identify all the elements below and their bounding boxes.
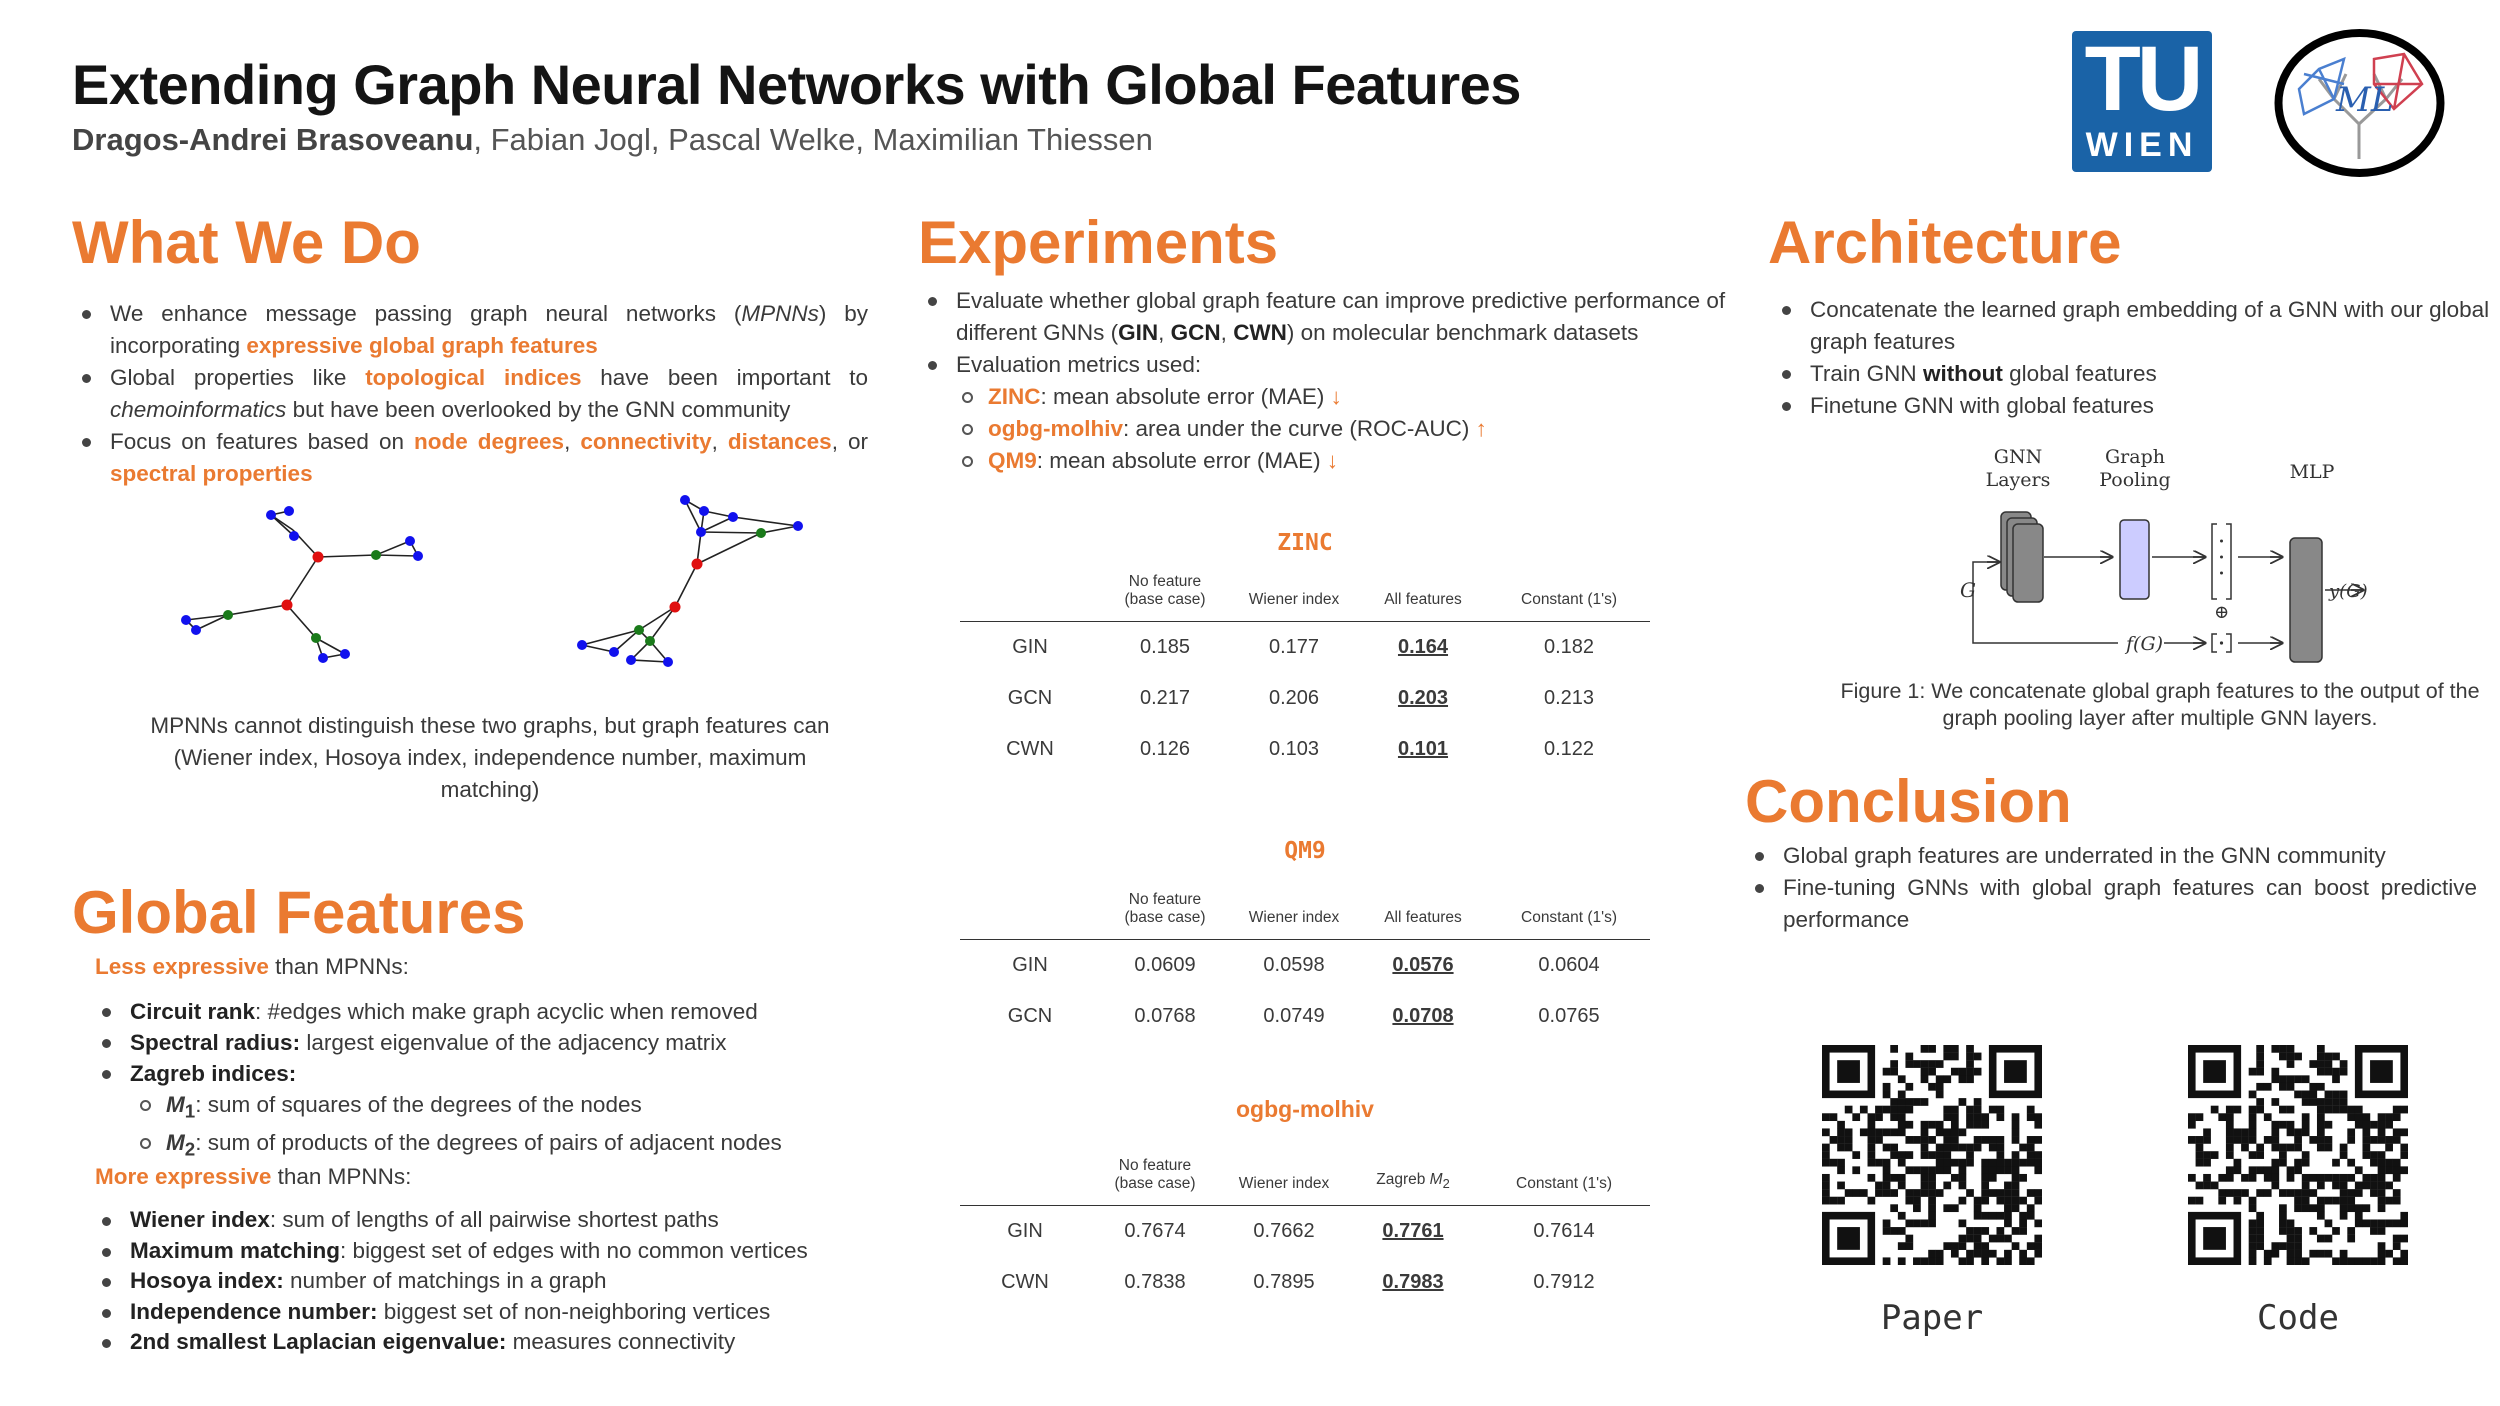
- graph-illustration-right: [546, 485, 816, 685]
- section-heading-global-features: Global Features: [72, 879, 526, 946]
- table-row: CWN 0.126 0.103 0.101 0.122: [1006, 737, 1595, 760]
- column-header: No feature (base case): [1100, 891, 1230, 940]
- architecture-diagram: [1910, 440, 2370, 670]
- column-header: Constant (1's): [1488, 573, 1650, 622]
- author-list: [72, 122, 1153, 158]
- graph-caption: MPNNs cannot distinguish these two graphs, but graph features can (Wiener index, Hosoya index, independence number, maximum matching): [150, 713, 830, 802]
- mlp-block: [2290, 538, 2322, 662]
- table-row: GCN 0.0768 0.0749 0.0708 0.0765: [1007, 1004, 1600, 1027]
- list-item: Maximum matching: biggest set of edges with no common vertices: [92, 1236, 872, 1267]
- graph-illustration-left: [170, 495, 440, 675]
- table-row: CWN 0.7838 0.7895 0.7983 0.7912: [1001, 1270, 1595, 1293]
- list-item: $M_2$: sum of products of the degrees of pairs of adjacent nodes: [128, 1127, 888, 1165]
- column-header: Wiener index: [1230, 573, 1358, 622]
- arrow-up-icon: ↑: [1475, 416, 1487, 441]
- list-item: Train GNN without global features: [1772, 358, 2492, 390]
- list-item: Wiener index: sum of lengths of all pairwise shortest paths: [92, 1205, 872, 1236]
- graph-pooling-label-2: Pooling: [2099, 469, 2171, 491]
- list-item: ogbg-molhiv: area under the curve (ROC-AUC) ↑: [950, 413, 1710, 445]
- list-item: Finetune GNN with global features: [1772, 390, 2492, 422]
- table-header-row: [960, 573, 1650, 622]
- list-item: Hosoya index: number of matchings in a graph: [92, 1266, 872, 1297]
- embedding-vector: [2212, 524, 2231, 599]
- list-item: Focus on features based on node degrees, connectivity, distances, or spectral properties: [72, 426, 868, 490]
- section-heading-architecture: Architecture: [1768, 209, 2122, 276]
- gnn-layers-label-2: Layers: [1985, 469, 2051, 491]
- list-item: 2nd smallest Laplacian eigenvalue: measures connectivity: [92, 1327, 872, 1358]
- list-item: Evaluation metrics used:: [918, 349, 1728, 381]
- graph-pooling-block: [2120, 520, 2149, 599]
- list-item: Zagreb indices:: [92, 1058, 872, 1089]
- zagreb-sublist: [128, 1089, 888, 1164]
- table-title-zinc: ZINC: [1277, 530, 1333, 556]
- section-heading-what-we-do: What We Do: [72, 209, 421, 276]
- poster-title: Extending Graph Neural Networks with Global Features: [72, 53, 1521, 116]
- less-expressive-list: [92, 996, 872, 1089]
- table-header-row: [960, 891, 1650, 940]
- list-item: ZINC: mean absolute error (MAE) ↓: [950, 381, 1710, 413]
- results-table-molhiv: [960, 1157, 1650, 1308]
- list-item: QM9: mean absolute error (MAE) ↓: [950, 445, 1710, 477]
- more-expressive-list: [92, 1205, 872, 1358]
- table-row: GIN 0.185 0.177 0.164 0.182: [1012, 635, 1595, 658]
- list-item: Evaluate whether global graph feature can improve predictive performance of different GNNs (GIN, GCN, CWN) on molecular benchmark datasets: [918, 285, 1728, 349]
- list-item: Global properties like topological indices have been important to chemoinformatics but have been overlooked by the GNN community: [72, 362, 868, 426]
- column-header: Constant (1's): [1488, 891, 1650, 940]
- table-title-qm9: QM9: [1284, 838, 1326, 864]
- experiments-list: [918, 285, 1728, 381]
- other-authors: , Fabian Jogl, Pascal Welke, Maximilian Thiessen: [473, 122, 1153, 157]
- metrics-sublist: [950, 381, 1710, 477]
- mlp-label: MLP: [2289, 461, 2335, 483]
- table-row: GIN 0.0609 0.0598 0.0576 0.0604: [1012, 953, 1600, 976]
- arrow-down-icon: ↓: [1330, 384, 1342, 409]
- graph-pooling-label-1: Graph: [2105, 446, 2165, 468]
- ml-logo-text: ML: [2336, 80, 2394, 120]
- list-item: We enhance message passing graph neural networks (MPNNs) by incorporating expressive global graph features: [72, 298, 868, 362]
- concat-icon: ⊕: [2213, 602, 2230, 623]
- results-table-zinc: [960, 573, 1650, 775]
- paper-qr-label: Paper: [1880, 1298, 1984, 1338]
- feature-function-label: f(G): [2126, 633, 2164, 655]
- column-header: Wiener index: [1230, 891, 1358, 940]
- tu-logo-letters: TU: [2084, 28, 2200, 130]
- list-item: Global graph features are underrated in the GNN community: [1745, 840, 2477, 872]
- results-table-qm9: [960, 891, 1650, 1042]
- column-header: All features: [1358, 573, 1488, 622]
- code-qr-label: Code: [2257, 1298, 2339, 1338]
- section-heading-experiments: Experiments: [918, 209, 1279, 276]
- more-expressive-intro: More expressive than MPNNs:: [95, 1164, 412, 1189]
- ml-group-logo: [2274, 29, 2445, 177]
- code-qr-code[interactable]: [2188, 1045, 2408, 1265]
- column-header: All features: [1358, 891, 1488, 940]
- column-header: Wiener index: [1220, 1157, 1348, 1206]
- list-item: Spectral radius: largest eigenvalue of the adjacency matrix: [92, 1027, 872, 1058]
- list-item: Concatenate the learned graph embedding of a GNN with our global graph features: [1772, 294, 2492, 358]
- lead-author: Dragos-Andrei Brasoveanu: [72, 122, 474, 157]
- list-item: Circuit rank: #edges which make graph acyclic when removed: [92, 996, 872, 1027]
- architecture-caption: Figure 1: We concatenate global graph features to the output of the graph pooling layer after multiple GNN layers.: [1840, 679, 2480, 730]
- output-label: y(G): [2329, 581, 2368, 602]
- table-header-row: [960, 1157, 1650, 1206]
- table-row: GCN 0.217 0.206 0.203 0.213: [1007, 686, 1595, 709]
- tu-wien-logo: [2072, 28, 2212, 172]
- wien-logo-letters: WIEN: [2085, 126, 2199, 164]
- table-title-molhiv: ogbg-molhiv: [1236, 1096, 1374, 1122]
- column-header: Constant (1's): [1478, 1157, 1650, 1206]
- less-expressive-intro: Less expressive than MPNNs:: [95, 954, 409, 979]
- section-heading-conclusion: Conclusion: [1745, 768, 2072, 835]
- column-header: No feature (base case): [1100, 573, 1230, 622]
- list-item: $M_1$: sum of squares of the degrees of the nodes: [128, 1089, 888, 1127]
- what-we-do-list: [72, 298, 868, 490]
- list-item: Independence number: biggest set of non-neighboring vertices: [92, 1297, 872, 1328]
- conclusion-list: [1745, 840, 2477, 936]
- gnn-layer-stack: [2001, 512, 2043, 602]
- gnn-layers-label-1: GNN: [1993, 446, 2043, 468]
- paper-qr-code[interactable]: [1822, 1045, 2042, 1265]
- input-graph-label: G: [1960, 578, 1976, 602]
- table-row: GIN 0.7674 0.7662 0.7761 0.7614: [1007, 1219, 1595, 1242]
- column-header: Zagreb $M_2$: [1348, 1157, 1478, 1206]
- column-header: No feature (base case): [1090, 1157, 1220, 1206]
- list-item: Fine-tuning GNNs with global graph features can boost predictive performance: [1745, 872, 2477, 936]
- architecture-list: [1772, 294, 2492, 422]
- arrow-down-icon: ↓: [1326, 448, 1339, 473]
